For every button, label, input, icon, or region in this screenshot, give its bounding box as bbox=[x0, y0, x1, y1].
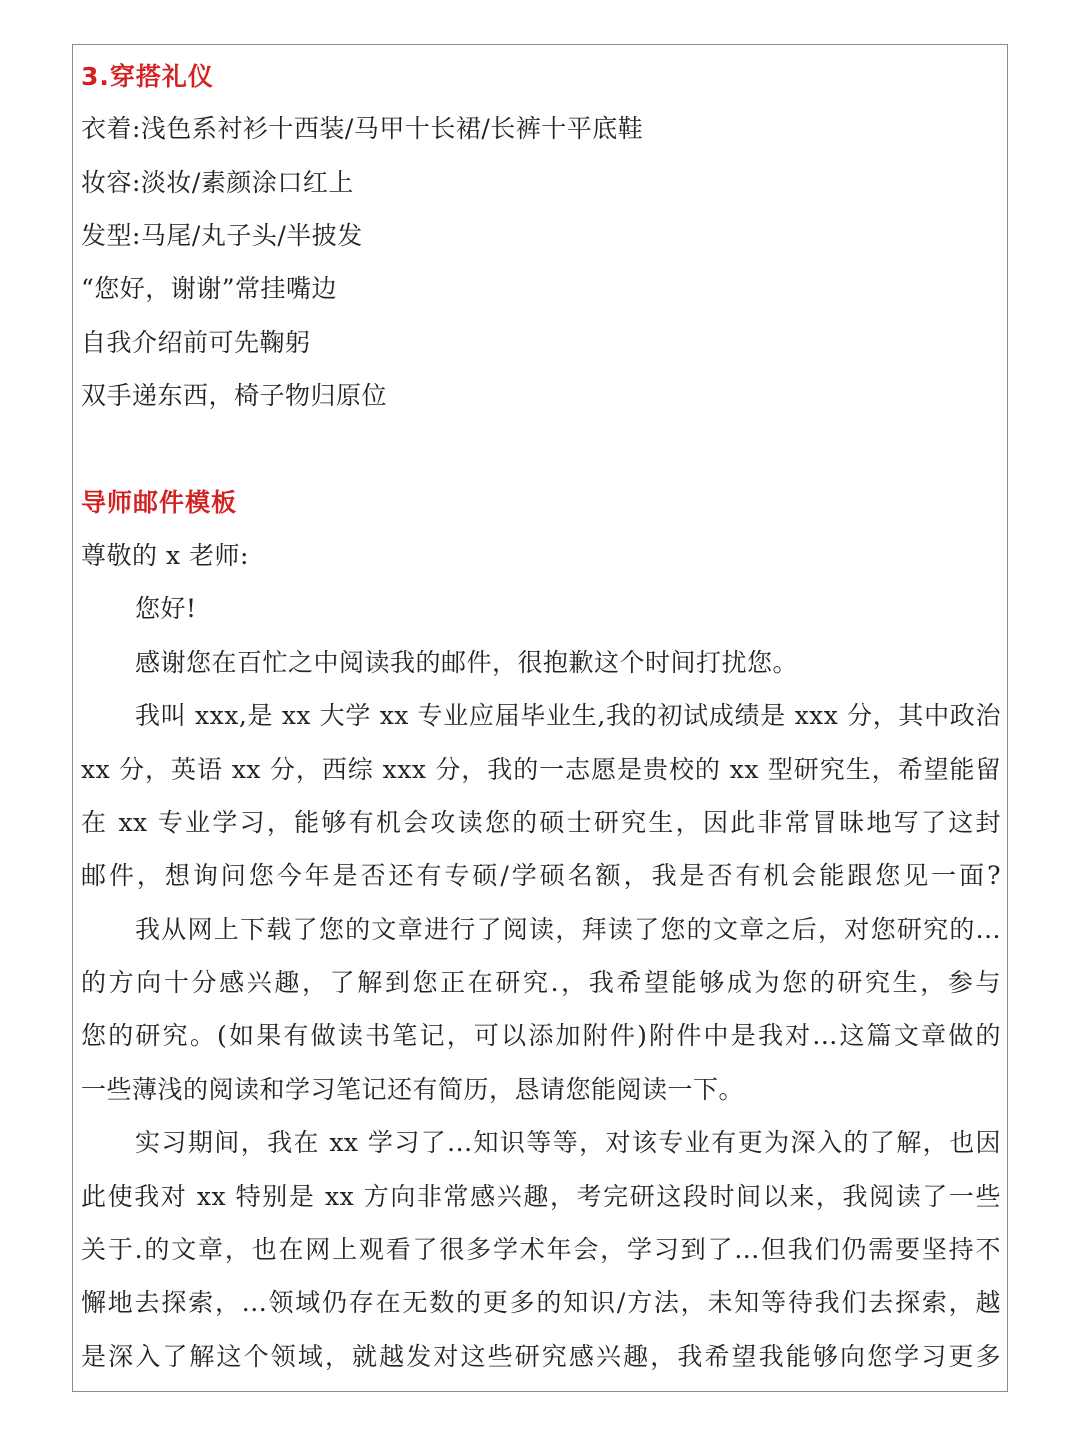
etiquette-heading: 3.穿搭礼仪 bbox=[81, 62, 214, 91]
email-template-heading: 导师邮件模板 bbox=[81, 488, 238, 517]
email-greeting: 您好! bbox=[135, 594, 197, 623]
email-research-line: 一些薄浅的阅读和学习笔记还有简历，恳请您能阅读一下。 bbox=[81, 1075, 745, 1104]
email-internship-line: 实习期间，我在 xx 学习了...知识等等，对该专业有更为深入的了解，也因 bbox=[135, 1128, 1001, 1157]
email-research-line: 的方向十分感兴趣，了解到您正在研究.，我希望能够成为您的研究生，参与 bbox=[81, 968, 1001, 997]
email-intro-line: 在 xx 专业学习，能够有机会攻读您的硕士研究生，因此非常冒昧地写了这封 bbox=[81, 808, 1001, 837]
etiquette-line-makeup: 妆容:淡妆/素颜涂口红上 bbox=[81, 168, 354, 197]
email-internship-line: 关于.的文章，也在网上观看了很多学术年会，学习到了...但我们仍需要坚持不 bbox=[81, 1235, 1001, 1264]
email-internship-line: 此使我对 xx 特别是 xx 方向非常感兴趣，考完研这段时间以来，我阅读了一些 bbox=[81, 1182, 1001, 1211]
email-thanks: 感谢您在百忙之中阅读我的邮件，很抱歉这个时间打扰您。 bbox=[135, 648, 799, 677]
email-research-line: 您的研究。(如果有做读书笔记，可以添加附件)附件中是我对...这篇文章做的 bbox=[81, 1021, 1001, 1050]
etiquette-line-hairstyle: 发型:马尾/丸子头/半披发 bbox=[81, 221, 363, 250]
email-internship-line: 是深入了解这个领域，就越发对这些研究感兴趣，我希望我能够向您学习更多 bbox=[81, 1342, 1001, 1371]
email-intro-line: xx 分，英语 xx 分，西综 xxx 分，我的一志愿是贵校的 xx 型研究生，希望能留 bbox=[81, 755, 1001, 784]
document-page bbox=[72, 44, 1008, 1392]
etiquette-line-hands: 双手递东西，椅子物归原位 bbox=[81, 381, 388, 410]
etiquette-line-clothing: 衣着:浅色系衬衫十西装/马甲十长裙/长裤十平底鞋 bbox=[81, 114, 644, 143]
etiquette-line-greeting: “您好，谢谢”常挂嘴边 bbox=[81, 274, 338, 303]
email-research-line: 我从网上下载了您的文章进行了阅读，拜读了您的文章之后，对您研究的... bbox=[135, 915, 1001, 944]
email-intro-line: 邮件，想询问您今年是否还有专硕/学硕名额，我是否有机会能跟您见一面? bbox=[81, 861, 1001, 890]
email-salutation: 尊敬的 x 老师: bbox=[81, 541, 249, 570]
email-intro-line: 我叫 xxx,是 xx 大学 xx 专业应届毕业生,我的初试成绩是 xxx 分，其中政治 bbox=[135, 701, 1001, 730]
email-internship-line: 懈地去探索，...领域仍存在无数的更多的知识/方法，未知等待我们去探索，越 bbox=[81, 1288, 1001, 1317]
etiquette-line-bow: 自我介绍前可先鞠躬 bbox=[81, 328, 311, 357]
